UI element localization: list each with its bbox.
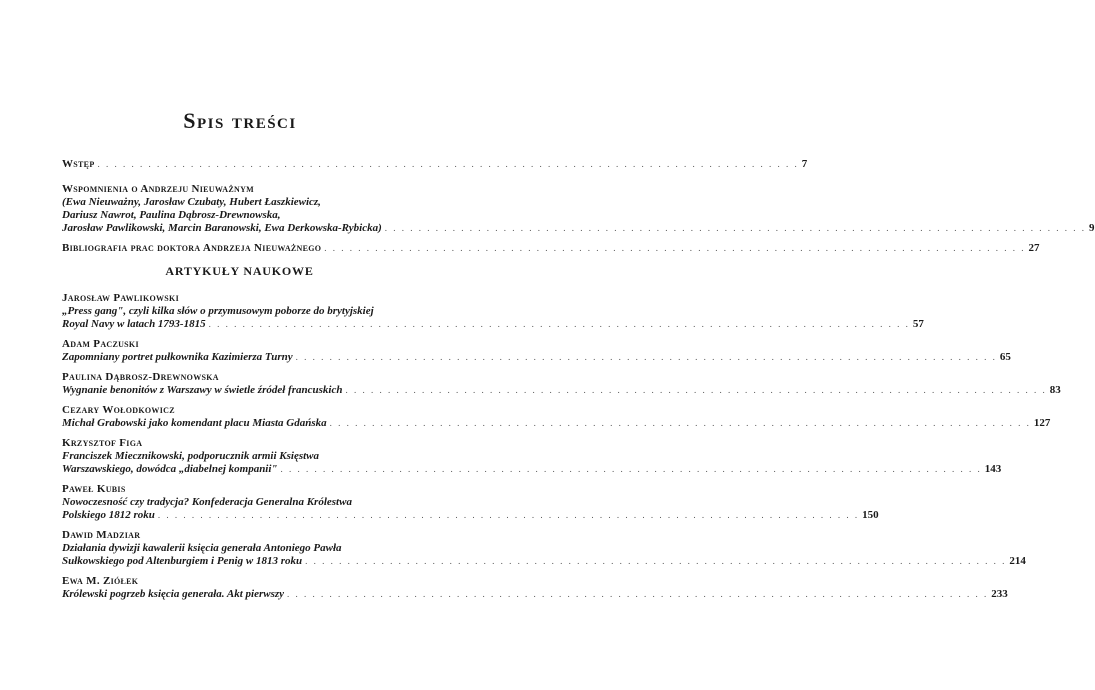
dot-leader bbox=[305, 555, 1006, 568]
article-title-line: Franciszek Miecznikowski, podporucznik armii Księstwa bbox=[62, 450, 320, 462]
article-author: Dawid Madziar bbox=[62, 529, 141, 541]
table-of-contents bbox=[62, 158, 1095, 608]
article-title-line: Zapomniany portret pułkownika Kazimierza Turny bbox=[62, 351, 293, 363]
dot-leader bbox=[324, 242, 1025, 255]
toc-page-number: 83 bbox=[1049, 384, 1061, 396]
article-title-line: Royal Navy w latach 1793-1815 bbox=[62, 318, 206, 330]
page-title: Spis treści bbox=[183, 108, 297, 133]
article-title-line: Michał Grabowski jako komendant placu Miasta Gdańska bbox=[62, 417, 327, 429]
article-title-line: Działania dywizji kawalerii księcia generała Antoniego Pawła bbox=[62, 542, 342, 554]
dot-leader bbox=[158, 509, 859, 522]
toc-page-number: 150 bbox=[862, 509, 879, 521]
toc-entry-article bbox=[62, 437, 1002, 476]
toc-page-number: 57 bbox=[912, 318, 924, 330]
article-title-line: Nowoczesność czy tradycja? Konfederacja Generalna Królestwa bbox=[62, 496, 352, 508]
article-title-line: Polskiego 1812 roku bbox=[62, 509, 155, 521]
toc-page-number: 233 bbox=[991, 588, 1008, 600]
toc-entry-authors-line: Jarosław Pawlikowski, Marcin Baranowski, Ewa Derkowska-Rybicka) bbox=[62, 222, 382, 234]
toc-entry-article bbox=[62, 292, 924, 331]
dot-leader bbox=[330, 417, 1031, 430]
toc-entry-memories bbox=[62, 183, 1095, 235]
toc-entry-article bbox=[62, 371, 1061, 397]
toc-entry-authors-line: Dariusz Nawrot, Paulina Dąbrosz-Drewnowska, bbox=[62, 209, 281, 221]
article-author: Ewa M. Ziółek bbox=[62, 575, 139, 587]
article-author: Adam Paczuski bbox=[62, 338, 139, 350]
toc-page-number: 65 bbox=[999, 351, 1011, 363]
toc-page-number: 143 bbox=[984, 463, 1002, 475]
toc-entry-article bbox=[62, 529, 1026, 568]
toc-page-number: 27 bbox=[1028, 242, 1040, 254]
article-title-line: Warszawskiego, dowódca „diabelnej kompanii" bbox=[62, 463, 278, 475]
article-author: Jarosław Pawlikowski bbox=[62, 292, 179, 304]
dot-leader bbox=[209, 318, 910, 331]
toc-page-number: 127 bbox=[1033, 417, 1051, 429]
toc-entry-authors-line: (Ewa Nieuważny, Jarosław Czubaty, Hubert Łaszkiewicz, bbox=[62, 196, 321, 208]
toc-page-number: 7 bbox=[801, 158, 808, 170]
article-author: Krzysztof Figa bbox=[62, 437, 143, 449]
dot-leader bbox=[296, 351, 997, 364]
dot-leader bbox=[287, 588, 988, 601]
article-title-line: „Press gang", czyli kilka słów o przymusowym poborze do brytyjskiej bbox=[62, 305, 374, 317]
dot-leader bbox=[345, 384, 1046, 397]
toc-entry-title: Wstęp bbox=[62, 158, 95, 170]
toc-page-number: 9 bbox=[1089, 222, 1095, 234]
toc-entry-title: Wspomnienia o Andrzeju Nieuważnym bbox=[62, 183, 254, 195]
article-title-line: Królewski pogrzeb księcia generała. Akt pierwszy bbox=[62, 588, 285, 600]
articles-list bbox=[62, 292, 1061, 601]
dot-leader bbox=[281, 463, 982, 476]
section-heading: ARTYKUŁY NAUKOWE bbox=[165, 264, 314, 278]
toc-entry-title: Bibliografia prac doktora Andrzeja Nieuważnego bbox=[62, 242, 322, 254]
article-author: Cezary Wołodkowicz bbox=[62, 404, 175, 416]
toc-entry-article bbox=[62, 404, 1051, 430]
toc-entry-introduction bbox=[62, 158, 808, 171]
article-title-line: Wygnanie benonitów z Warszawy w świetle źródeł francuskich bbox=[62, 384, 343, 396]
toc-entry-article bbox=[62, 338, 1011, 364]
article-author: Paulina Dąbrosz-Drewnowska bbox=[62, 371, 219, 383]
toc-page-number: 214 bbox=[1009, 555, 1026, 567]
dot-leader bbox=[98, 158, 799, 171]
toc-entry-article bbox=[62, 575, 1008, 601]
dot-leader bbox=[385, 222, 1086, 235]
toc-entry-article bbox=[62, 483, 879, 522]
article-author: Paweł Kubis bbox=[62, 483, 126, 495]
toc-entry-bibliography bbox=[62, 242, 1040, 255]
article-title-line: Sułkowskiego pod Altenburgiem i Penig w 1813 roku bbox=[62, 555, 303, 567]
